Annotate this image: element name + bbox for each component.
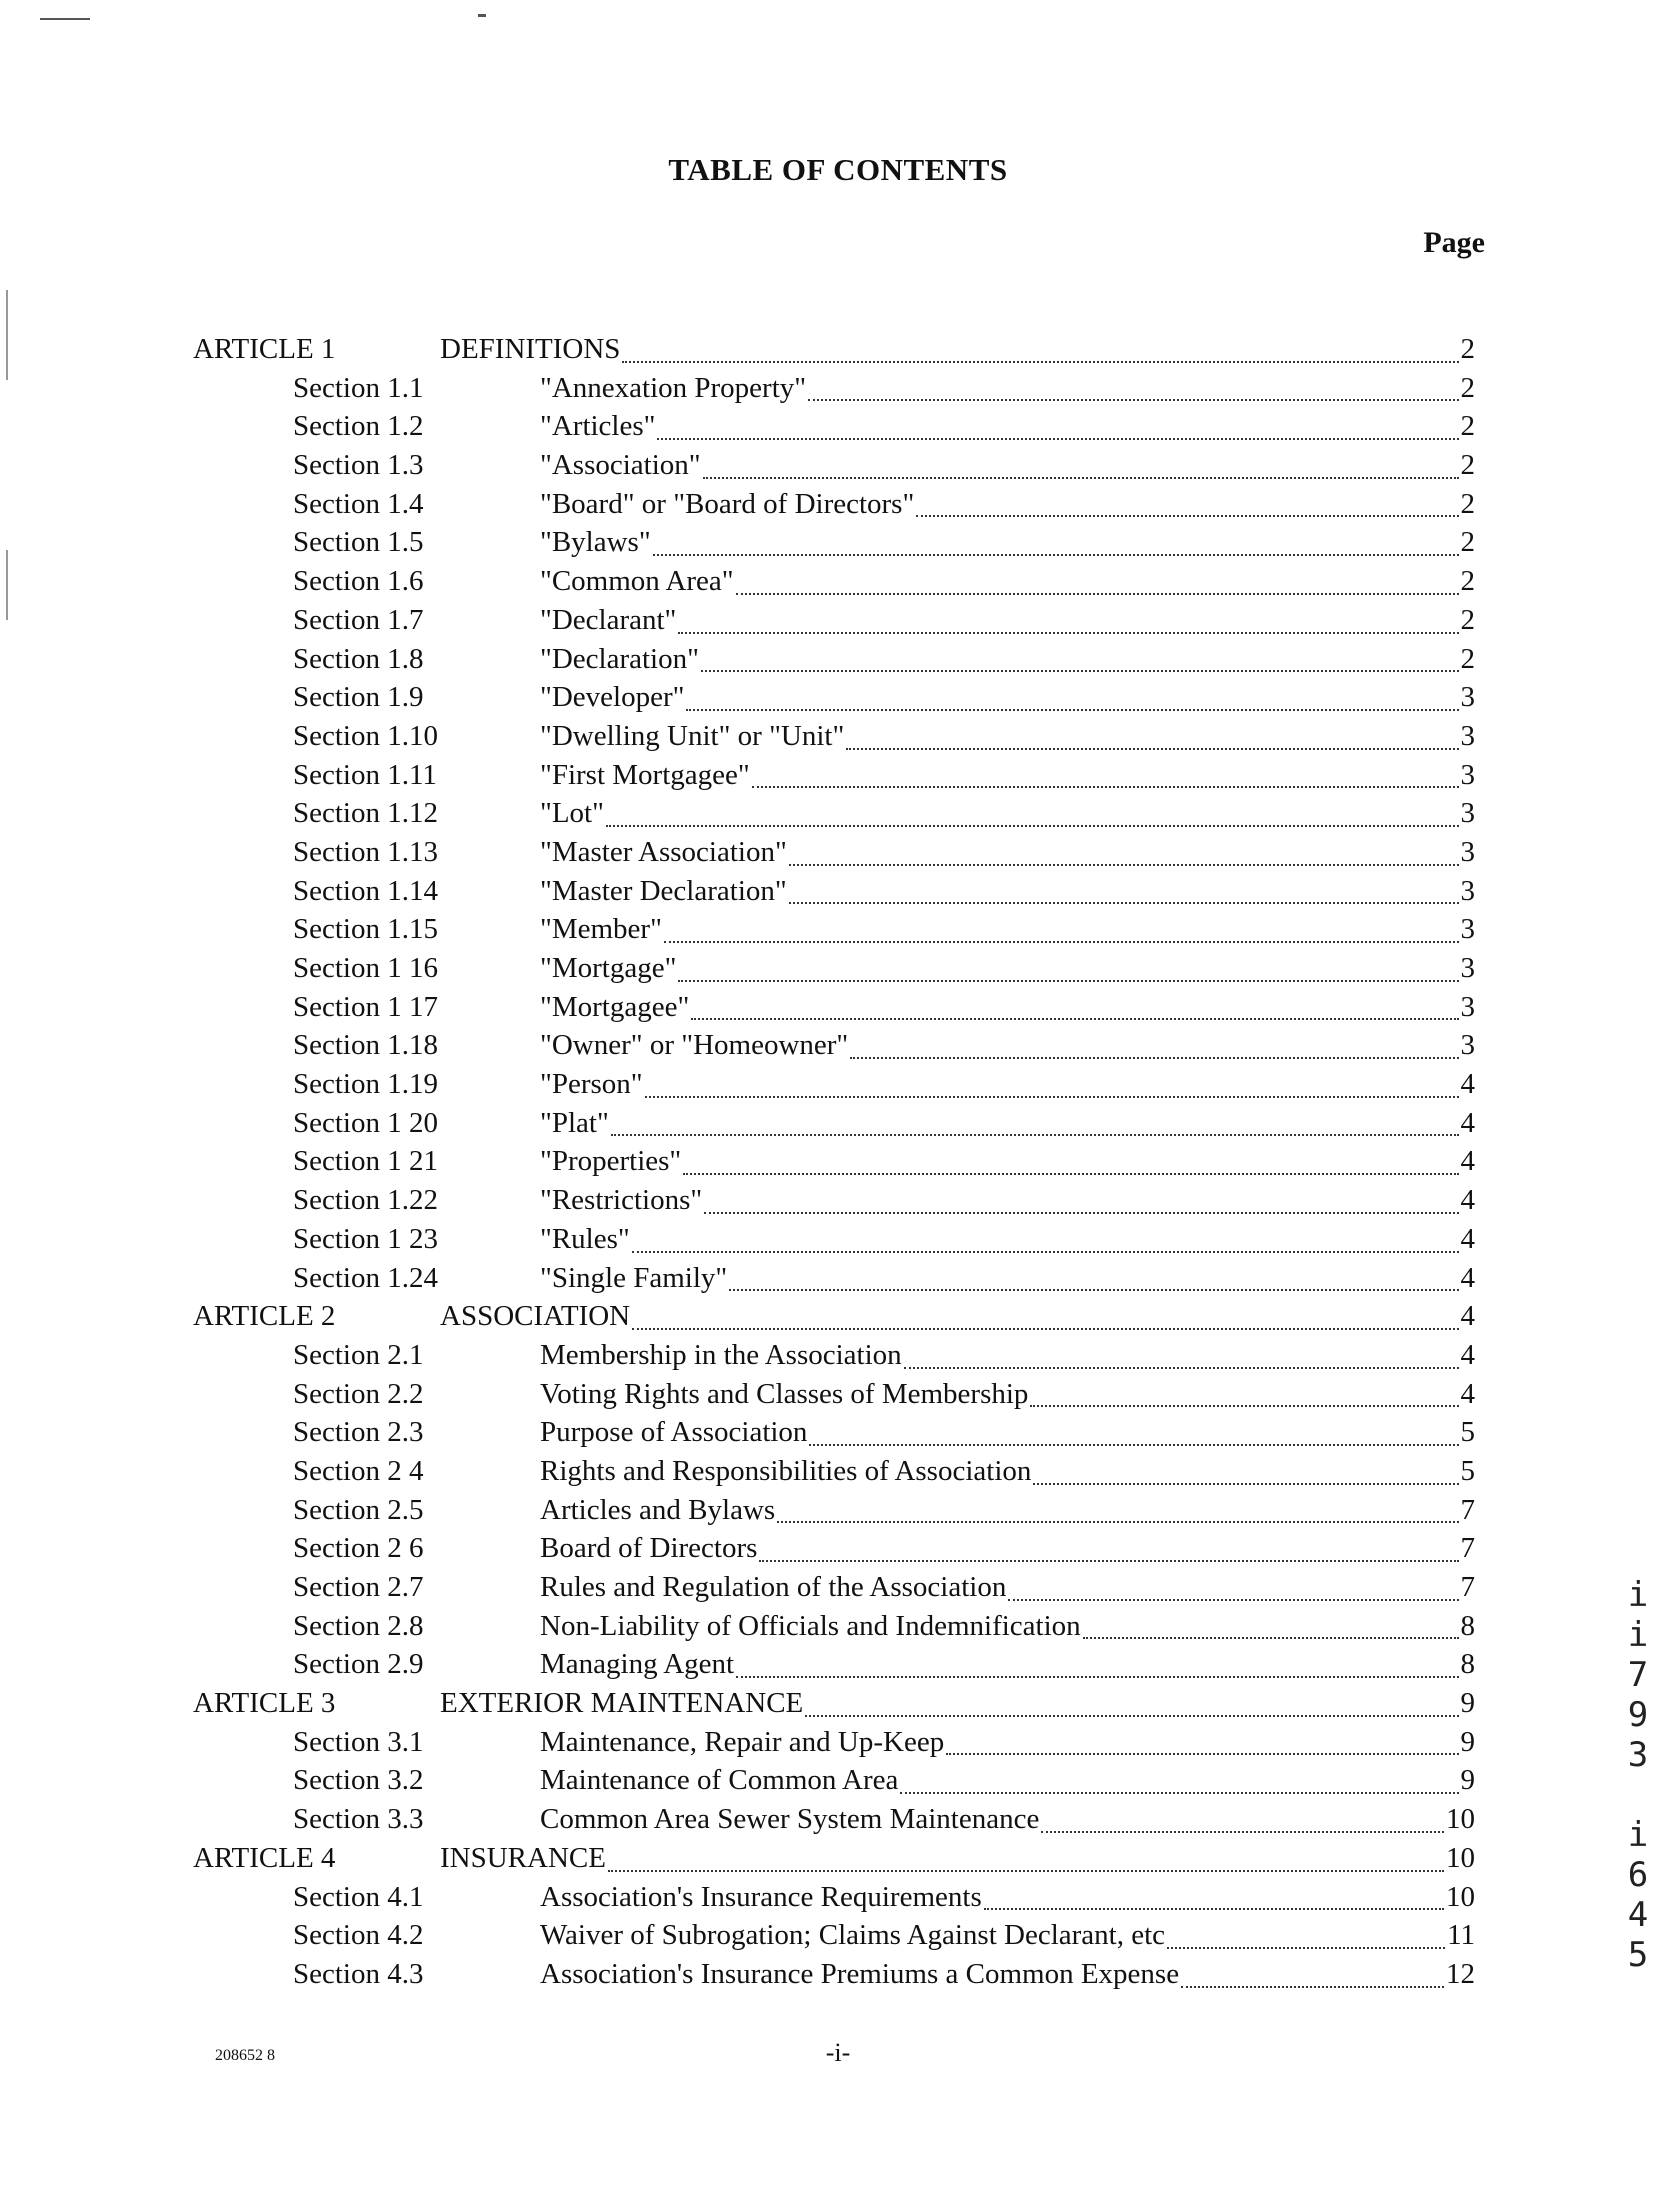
stamp-digit: 5 (1627, 1935, 1649, 1975)
dot-leader (946, 1752, 1458, 1755)
page-reference: 8 (1460, 1648, 1475, 1681)
page-reference: 3 (1460, 835, 1475, 868)
section-title: "Lot" (540, 797, 604, 830)
toc-section-row (193, 913, 1475, 952)
dot-leader (916, 514, 1458, 517)
section-number: Section 1.24 (293, 1261, 438, 1294)
page-reference: 3 (1460, 758, 1475, 791)
page-reference: 4 (1460, 1106, 1475, 1139)
page-reference: 3 (1460, 681, 1475, 714)
section-title: "Mortgage" (540, 952, 677, 984)
section-number: Section 4.3 (293, 1957, 424, 1990)
section-title: Maintenance, Repair and Up-Keep (540, 1725, 945, 1758)
dot-leader (1181, 1985, 1444, 1988)
dot-leader (608, 1869, 1444, 1872)
toc-section-row (193, 759, 1475, 798)
dot-leader (777, 1520, 1458, 1523)
dot-leader (789, 863, 1459, 866)
dot-leader (904, 1366, 1459, 1369)
toc-section-row (193, 1262, 1475, 1301)
section-number: Section 2.5 (293, 1493, 424, 1526)
toc-section-row (193, 1726, 1475, 1765)
section-title: "Mortgagee" (540, 990, 690, 1023)
toc-section-row (193, 720, 1475, 759)
page-reference: 2 (1460, 333, 1475, 365)
section-number: Section 3.2 (293, 1764, 424, 1797)
toc-article-row (193, 1842, 1475, 1881)
section-title: "Declarant" (540, 603, 677, 636)
section-number: Section 1.14 (293, 874, 438, 907)
dot-leader (632, 1250, 1459, 1253)
section-title: "Single Family" (540, 1261, 728, 1294)
page-reference: 7 (1460, 1493, 1475, 1526)
toc-section-row (193, 1958, 1475, 1997)
toc-section-row (193, 797, 1475, 836)
stamp-digit: i (1627, 1575, 1649, 1615)
article-title: INSURANCE (440, 1841, 606, 1874)
page-reference: 3 (1460, 719, 1475, 752)
section-number: Section 1.18 (293, 1029, 438, 1062)
section-number: Section 1.19 (293, 1068, 438, 1101)
section-title: "Master Association" (540, 835, 787, 868)
dot-leader (703, 476, 1459, 479)
scan-artifact (6, 550, 8, 620)
toc-section-row (193, 836, 1475, 875)
page-reference: 8 (1460, 1609, 1475, 1642)
section-number: Section 1.8 (293, 642, 424, 675)
section-number: Section 2.9 (293, 1648, 424, 1681)
section-title: Purpose of Association (540, 1416, 808, 1449)
toc-section-row (193, 1455, 1475, 1494)
stamp-digit: i (1627, 1815, 1649, 1855)
page-number: -i- (825, 2038, 851, 2067)
section-title: "First Mortgagee" (540, 758, 750, 791)
toc-article-row (193, 1687, 1475, 1726)
page-reference: 5 (1460, 1454, 1475, 1487)
page-reference: 2 (1460, 565, 1475, 598)
page-reference: 5 (1460, 1416, 1475, 1449)
page-reference: 3 (1460, 1029, 1475, 1062)
toc-section-row (193, 991, 1475, 1030)
section-number: Section 1.10 (293, 719, 438, 752)
section-number: Section 1.2 (293, 410, 424, 443)
dot-leader (752, 785, 1459, 788)
section-number: Section 1 16 (293, 952, 438, 984)
toc-article-row (193, 1300, 1475, 1339)
page-reference: 11 (1447, 1919, 1475, 1952)
scan-artifact (40, 18, 90, 20)
page-reference: 2 (1460, 371, 1475, 404)
dot-leader (808, 398, 1458, 401)
section-title: "Annexation Property" (540, 371, 807, 404)
section-title: Non-Liability of Officials and Indemnification (540, 1609, 1081, 1642)
toc-section-row (193, 1803, 1475, 1842)
toc-section-row (193, 372, 1475, 411)
section-number: Section 1.1 (293, 371, 424, 404)
scan-artifact (6, 290, 8, 380)
section-number: Section 1.11 (293, 758, 437, 791)
section-title: "Member" (540, 913, 662, 946)
dot-leader (850, 1056, 1458, 1059)
stamp-digit: 7 (1627, 1655, 1649, 1695)
toc-section-row (193, 604, 1475, 643)
section-number: Section 3.1 (293, 1725, 424, 1758)
section-title: Rights and Responsibilities of Association (540, 1454, 1032, 1487)
toc-section-row (193, 643, 1475, 682)
toc-section-row (193, 410, 1475, 449)
page-reference: 10 (1446, 1880, 1475, 1913)
section-number: Section 1.22 (293, 1184, 438, 1217)
section-number: Section 1 21 (293, 1145, 438, 1178)
page-reference: 2 (1460, 410, 1475, 443)
toc-section-row (193, 1610, 1475, 1649)
dot-leader (1083, 1636, 1459, 1639)
stamp-digit: i (1627, 1615, 1649, 1655)
toc-section-row (193, 1029, 1475, 1068)
page-reference: 3 (1460, 990, 1475, 1023)
section-title: "Association" (540, 449, 701, 482)
section-title: Managing Agent (540, 1648, 735, 1681)
scan-artifact (478, 14, 486, 17)
section-title: Association's Insurance Premiums a Common Expense (540, 1957, 1180, 1990)
section-title: Articles and Bylaws (540, 1493, 776, 1526)
toc-section-row (193, 1223, 1475, 1262)
section-number: Section 2.7 (293, 1571, 424, 1603)
toc-list (193, 333, 1475, 1997)
section-title: "Articles" (540, 410, 656, 443)
section-number: Section 1.15 (293, 913, 438, 946)
section-number: Section 1.12 (293, 797, 438, 830)
dot-leader (729, 1288, 1458, 1291)
dot-leader (1030, 1404, 1458, 1407)
toc-section-row (193, 526, 1475, 565)
page-reference: 4 (1460, 1377, 1475, 1410)
dot-leader (789, 901, 1459, 904)
dot-leader (736, 1675, 1458, 1678)
toc-section-row (193, 1184, 1475, 1223)
page-reference: 10 (1446, 1803, 1475, 1836)
toc-section-row (193, 1494, 1475, 1533)
section-number: Section 1.4 (293, 487, 424, 520)
dot-leader (701, 669, 1459, 672)
dot-leader (691, 1017, 1458, 1020)
dot-leader (686, 708, 1458, 711)
article-title: EXTERIOR MAINTENANCE (440, 1687, 804, 1720)
section-title: Membership in the Association (540, 1338, 902, 1371)
page-reference: 4 (1460, 1145, 1475, 1178)
toc-title: TABLE OF CONTENTS (668, 152, 1008, 187)
page-reference: 4 (1460, 1068, 1475, 1101)
toc-section-row (193, 488, 1475, 527)
page-reference: 9 (1460, 1764, 1475, 1797)
toc-section-row (193, 1145, 1475, 1184)
page-reference: 3 (1460, 913, 1475, 946)
page-reference: 12 (1446, 1957, 1475, 1990)
dot-leader (1008, 1598, 1458, 1601)
toc-section-row (193, 1532, 1475, 1571)
dot-leader (657, 437, 1458, 440)
section-title: Association's Insurance Requirements (540, 1880, 982, 1913)
dot-leader (653, 553, 1459, 556)
dot-leader (632, 1327, 1458, 1330)
section-number: Section 1 20 (293, 1106, 438, 1139)
section-title: "Developer" (540, 681, 685, 714)
dot-leader (606, 824, 1459, 827)
dot-leader (984, 1907, 1444, 1910)
toc-section-row (193, 449, 1475, 488)
article-title: DEFINITIONS (440, 333, 621, 365)
section-title: "Dwelling Unit" or "Unit" (540, 719, 845, 752)
section-title: Waiver of Subrogation; Claims Against Declarant, etc (540, 1919, 1166, 1952)
dot-leader (678, 979, 1458, 982)
section-title: Board of Directors (540, 1532, 758, 1565)
section-title: "Person" (540, 1068, 643, 1101)
page-reference: 4 (1460, 1222, 1475, 1255)
toc-section-row (193, 565, 1475, 604)
dot-leader (645, 1095, 1459, 1098)
stamp-digit: 9 (1627, 1695, 1649, 1735)
dot-leader (736, 592, 1459, 595)
section-title: "Properties" (540, 1145, 682, 1178)
dot-leader (611, 1133, 1459, 1136)
section-title: Common Area Sewer System Maintenance (540, 1803, 1040, 1836)
section-title: "Board" or "Board of Directors" (540, 487, 915, 520)
section-number: Section 2 4 (293, 1454, 424, 1487)
section-title: "Common Area" (540, 565, 734, 598)
section-number: Section 4.2 (293, 1919, 424, 1952)
dot-leader (1167, 1946, 1445, 1949)
section-number: Section 1.3 (293, 449, 424, 482)
dot-leader (622, 360, 1458, 363)
section-number: Section 1 17 (293, 990, 438, 1023)
page-reference: 10 (1446, 1841, 1475, 1874)
page-reference: 9 (1460, 1687, 1475, 1720)
section-number: Section 1.5 (293, 526, 424, 559)
article-number: ARTICLE 2 (193, 1300, 336, 1333)
toc-section-row (193, 952, 1475, 991)
section-title: Maintenance of Common Area (540, 1764, 899, 1797)
section-number: Section 2 6 (293, 1532, 424, 1565)
page-reference: 4 (1460, 1184, 1475, 1217)
section-number: Section 3.3 (293, 1803, 424, 1836)
page-reference: 2 (1460, 487, 1475, 520)
stamp-digit: 3 (1627, 1735, 1649, 1775)
article-number: ARTICLE 3 (193, 1687, 336, 1720)
article-number: ARTICLE 1 (193, 333, 336, 365)
page-reference: 2 (1460, 642, 1475, 675)
dot-leader (683, 1172, 1458, 1175)
page-reference: 2 (1460, 449, 1475, 482)
toc-section-row (193, 1107, 1475, 1146)
article-number: ARTICLE 4 (193, 1841, 336, 1874)
section-title: "Declaration" (540, 642, 699, 675)
dot-leader (805, 1714, 1458, 1717)
dot-leader (1041, 1830, 1444, 1833)
section-title: "Rules" (540, 1222, 630, 1255)
toc-section-row (193, 1881, 1475, 1920)
page-reference: 4 (1460, 1261, 1475, 1294)
section-title: "Restrictions" (540, 1184, 703, 1217)
stamp-digit: 6 (1627, 1855, 1649, 1895)
document-code: 208652 8 (215, 2047, 275, 2064)
toc-section-row (193, 1648, 1475, 1687)
dot-leader (664, 940, 1459, 943)
dot-leader (704, 1211, 1458, 1214)
section-title: "Owner" or "Homeowner" (540, 1029, 849, 1062)
dot-leader (809, 1443, 1458, 1446)
section-number: Section 2.2 (293, 1377, 424, 1410)
toc-section-row (193, 875, 1475, 914)
section-number: Section 2.3 (293, 1416, 424, 1449)
toc-section-row (193, 1571, 1475, 1610)
page-reference: 3 (1460, 797, 1475, 830)
toc-section-row (193, 1339, 1475, 1378)
section-number: Section 2.1 (293, 1338, 424, 1371)
recording-stamp (1618, 1575, 1658, 1975)
section-title: "Bylaws" (540, 526, 651, 559)
dot-leader (678, 631, 1458, 634)
page-reference: 7 (1460, 1532, 1475, 1565)
section-number: Section 1 23 (293, 1222, 438, 1255)
toc-article-row (193, 333, 1475, 372)
page-reference: 7 (1460, 1571, 1475, 1603)
dot-leader (900, 1791, 1458, 1794)
section-title: "Master Declaration" (540, 874, 787, 907)
toc-section-row (193, 1416, 1475, 1455)
page-reference: 3 (1460, 874, 1475, 907)
toc-section-row (193, 681, 1475, 720)
toc-section-row (193, 1764, 1475, 1803)
section-title: Voting Rights and Classes of Membership (540, 1377, 1029, 1410)
page-column-header: Page (1423, 226, 1485, 259)
section-number: Section 4.1 (293, 1880, 424, 1913)
article-title: ASSOCIATION (440, 1300, 631, 1333)
section-number: Section 1.7 (293, 603, 424, 636)
toc-section-row (193, 1378, 1475, 1417)
stamp-digit: 4 (1627, 1895, 1649, 1935)
page-reference: 2 (1460, 526, 1475, 559)
toc-section-row (193, 1068, 1475, 1107)
section-title: "Plat" (540, 1106, 609, 1139)
section-number: Section 1.13 (293, 835, 438, 868)
page-reference: 4 (1460, 1338, 1475, 1371)
dot-leader (846, 747, 1458, 750)
page-reference: 3 (1460, 952, 1475, 984)
dot-leader (759, 1559, 1458, 1562)
toc-section-row (193, 1919, 1475, 1958)
page-reference: 4 (1460, 1300, 1475, 1333)
dot-leader (1033, 1482, 1458, 1485)
section-number: Section 1.9 (293, 681, 424, 714)
page-reference: 9 (1460, 1725, 1475, 1758)
page-reference: 2 (1460, 603, 1475, 636)
section-number: Section 2.8 (293, 1609, 424, 1642)
section-title: Rules and Regulation of the Association (540, 1571, 1007, 1603)
section-number: Section 1.6 (293, 565, 424, 598)
